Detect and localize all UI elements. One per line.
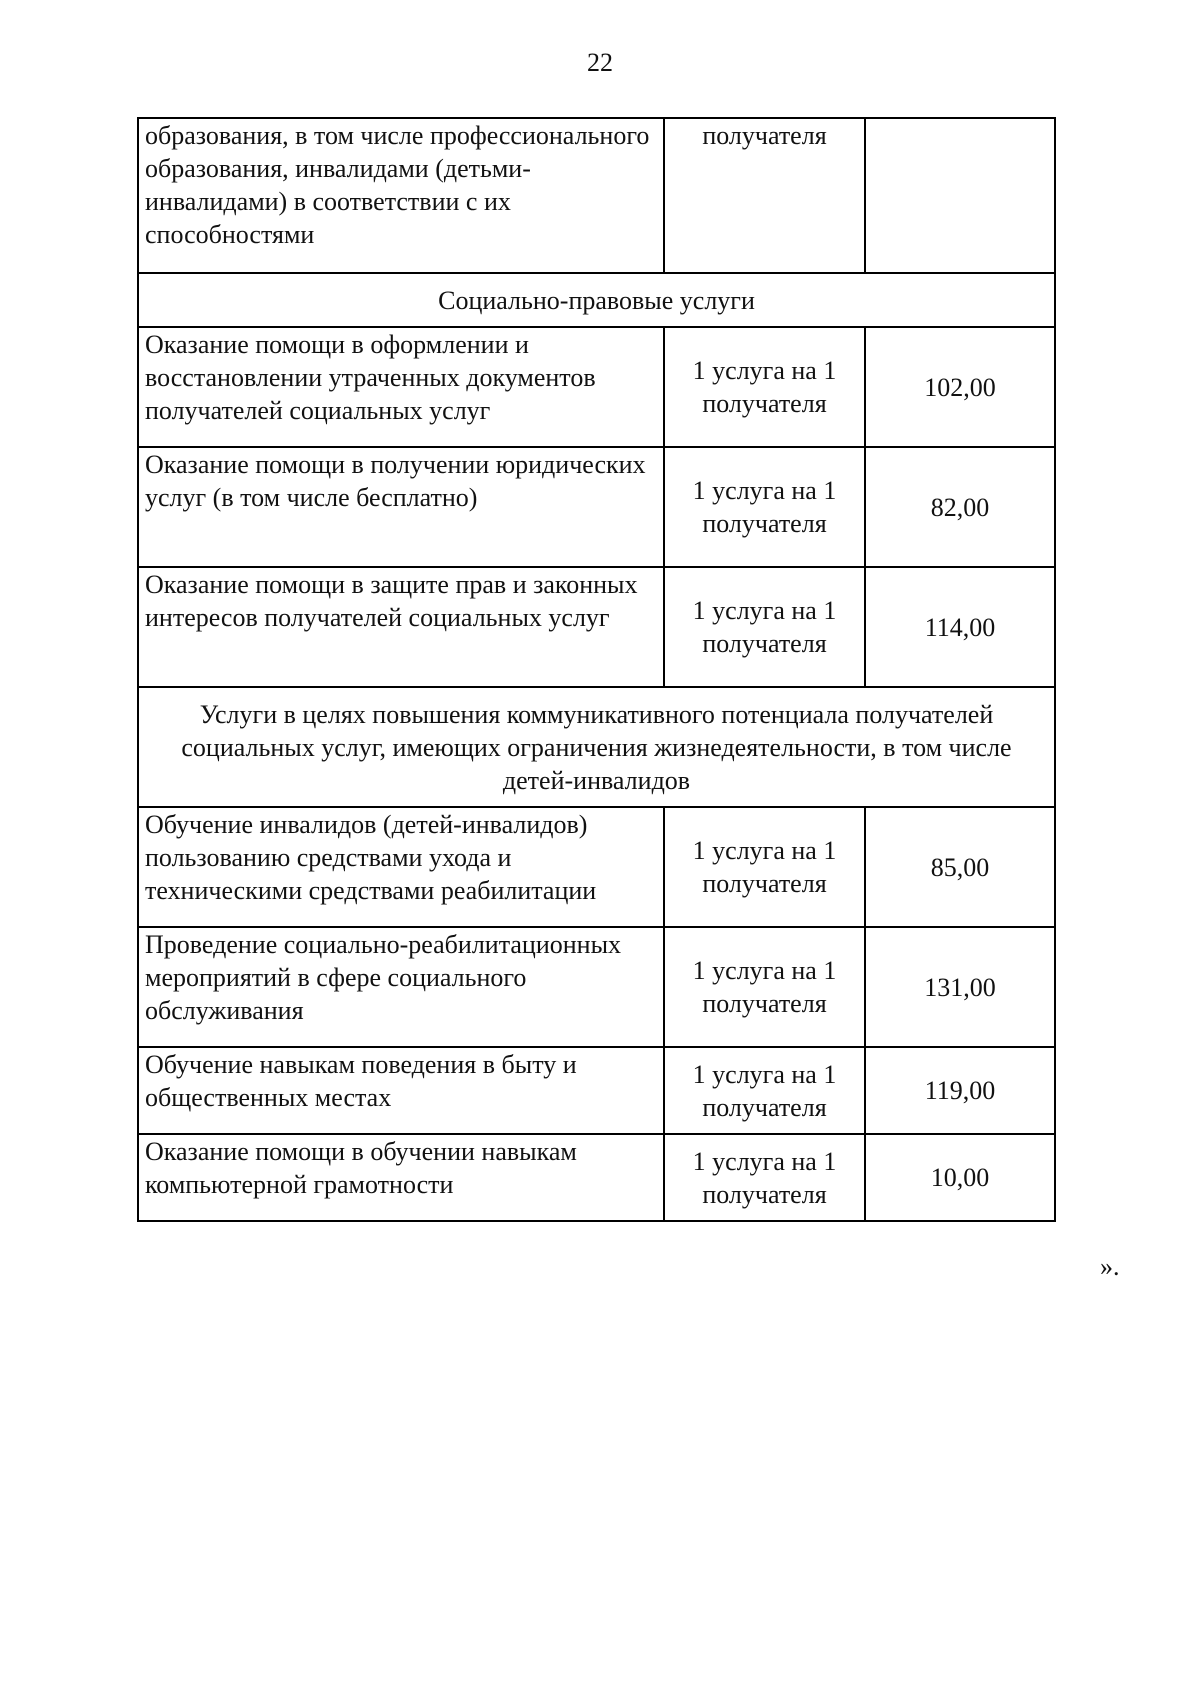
service-description: Проведение социально-реабилитационных мероприятий в сфере социального обслуживания [138,927,664,1047]
service-unit: получателя [664,118,865,273]
service-price: 131,00 [865,927,1055,1047]
service-unit: 1 услуга на 1 получателя [664,327,865,447]
service-unit: 1 услуга на 1 получателя [664,807,865,927]
section-title: Услуги в целях повышения коммуникативного потенциала получателей социальных услуг, имеющих ограничения жизнедеятельности, в том числе детей-инвалидов [138,687,1055,807]
table-row [138,118,1055,273]
service-price: 10,00 [865,1134,1055,1221]
page-number: 22 [587,48,613,77]
closing-quote-mark: ». [1100,1252,1120,1281]
table-row [138,447,1055,567]
table-row [138,327,1055,447]
service-unit: 1 услуга на 1 получателя [664,567,865,687]
table-row [138,567,1055,687]
service-unit: 1 услуга на 1 получателя [664,447,865,567]
service-price: 85,00 [865,807,1055,927]
service-price [865,118,1055,273]
service-description: Обучение навыкам поведения в быту и общественных местах [138,1047,664,1134]
table-row [138,807,1055,927]
services-table [137,117,1056,1222]
service-price: 102,00 [865,327,1055,447]
service-description: образования, в том числе профессионального образования, инвалидами (детьми-инвалидами) в соответствии с их способностями [138,118,664,273]
service-price: 119,00 [865,1047,1055,1134]
section-header-row [138,687,1055,807]
service-price: 82,00 [865,447,1055,567]
table-row [138,1047,1055,1134]
service-unit: 1 услуга на 1 получателя [664,1134,865,1221]
section-header-row [138,273,1055,327]
table-row [138,1134,1055,1221]
service-description: Оказание помощи в оформлении и восстановлении утраченных документов получателей социальных услуг [138,327,664,447]
service-unit: 1 услуга на 1 получателя [664,927,865,1047]
service-description: Оказание помощи в получении юридических услуг (в том числе бесплатно) [138,447,664,567]
service-description: Оказание помощи в защите прав и законных интересов получателей социальных услуг [138,567,664,687]
section-title: Социально-правовые услуги [138,273,1055,327]
service-description: Оказание помощи в обучении навыкам компьютерной грамотности [138,1134,664,1221]
service-description: Обучение инвалидов (детей-инвалидов) пользованию средствами ухода и техническими средствами реабилитации [138,807,664,927]
service-unit: 1 услуга на 1 получателя [664,1047,865,1134]
service-price: 114,00 [865,567,1055,687]
table-row [138,927,1055,1047]
